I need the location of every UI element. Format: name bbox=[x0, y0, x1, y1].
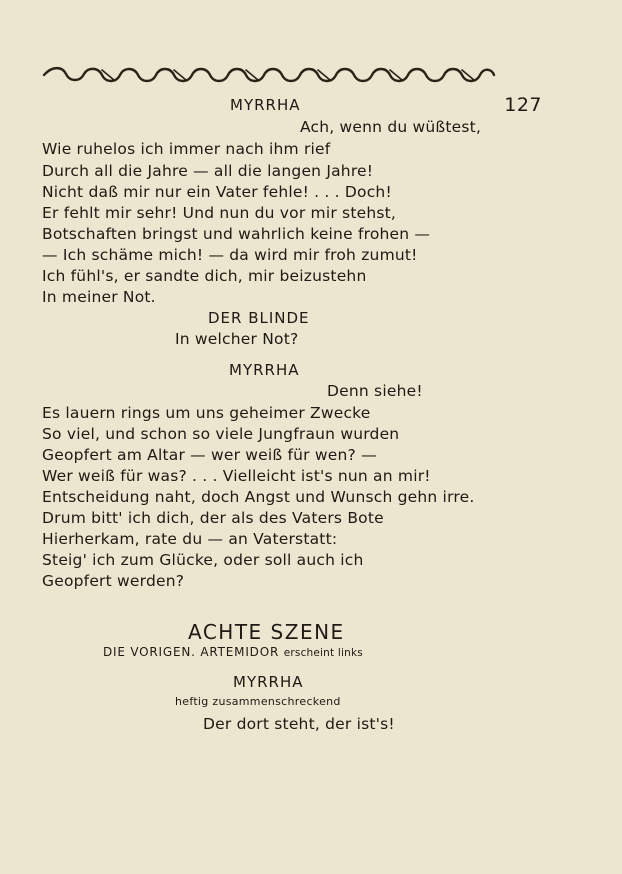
page-number: 127 bbox=[504, 94, 542, 116]
verse-line: Geopfert am Altar — wer weiß für wen? — bbox=[42, 446, 377, 464]
verse-line: Denn siehe! bbox=[327, 382, 423, 400]
verse-line: Steig' ich zum Glücke, oder soll auch ich bbox=[42, 551, 364, 569]
verse-line: Hierherkam, rate du — an Vaterstatt: bbox=[42, 530, 338, 548]
verse-line: Entscheidung naht, doch Angst und Wunsch gehn irre. bbox=[42, 488, 475, 506]
speaker-name: DER BLINDE bbox=[208, 309, 310, 327]
verse-line: Drum bitt' ich dich, der als des Vaters Bote bbox=[42, 509, 384, 527]
verse-line: Geopfert werden? bbox=[42, 572, 185, 590]
verse-line: So viel, und schon so viele Jungfraun wurden bbox=[42, 425, 400, 443]
verse-line: Es lauern rings um uns geheimer Zwecke bbox=[42, 404, 371, 422]
running-head: MYRRHA bbox=[230, 96, 301, 114]
verse-line: In meiner Not. bbox=[42, 288, 156, 306]
stage-direction bbox=[103, 645, 363, 659]
decorative-border-ornament bbox=[42, 64, 496, 86]
verse-line: Ich fühl's, er sandte dich, mir beizustehn bbox=[42, 267, 367, 285]
verse-line: Wer weiß für was? . . . Vielleicht ist's nun an mir! bbox=[42, 467, 431, 485]
verse-line: Er fehlt mir sehr! Und nun du vor mir stehst, bbox=[42, 204, 397, 222]
speaker-name: MYRRHA bbox=[229, 361, 300, 379]
verse-line: Durch all die Jahre — all die langen Jahre! bbox=[42, 162, 374, 180]
scene-heading: ACHTE SZENE bbox=[188, 620, 345, 644]
stage-characters: DIE VORIGEN. ARTEMIDOR bbox=[103, 645, 280, 659]
speaker-name: MYRRHA bbox=[233, 673, 304, 691]
verse-line: In welcher Not? bbox=[175, 330, 299, 348]
verse-line: Der dort steht, der ist's! bbox=[203, 715, 395, 733]
verse-line: Ach, wenn du wüßtest, bbox=[300, 118, 482, 136]
stage-action: erscheint links bbox=[283, 647, 363, 659]
verse-line: — Ich schäme mich! — da wird mir froh zumut! bbox=[42, 246, 418, 264]
verse-line: Nicht daß mir nur ein Vater fehle! . . . Doch! bbox=[42, 183, 392, 201]
verse-line: Wie ruhelos ich immer nach ihm rief bbox=[42, 140, 331, 158]
verse-line: Botschaften bringst und wahrlich keine frohen — bbox=[42, 225, 431, 243]
stage-direction: heftig zusammenschreckend bbox=[175, 695, 341, 708]
